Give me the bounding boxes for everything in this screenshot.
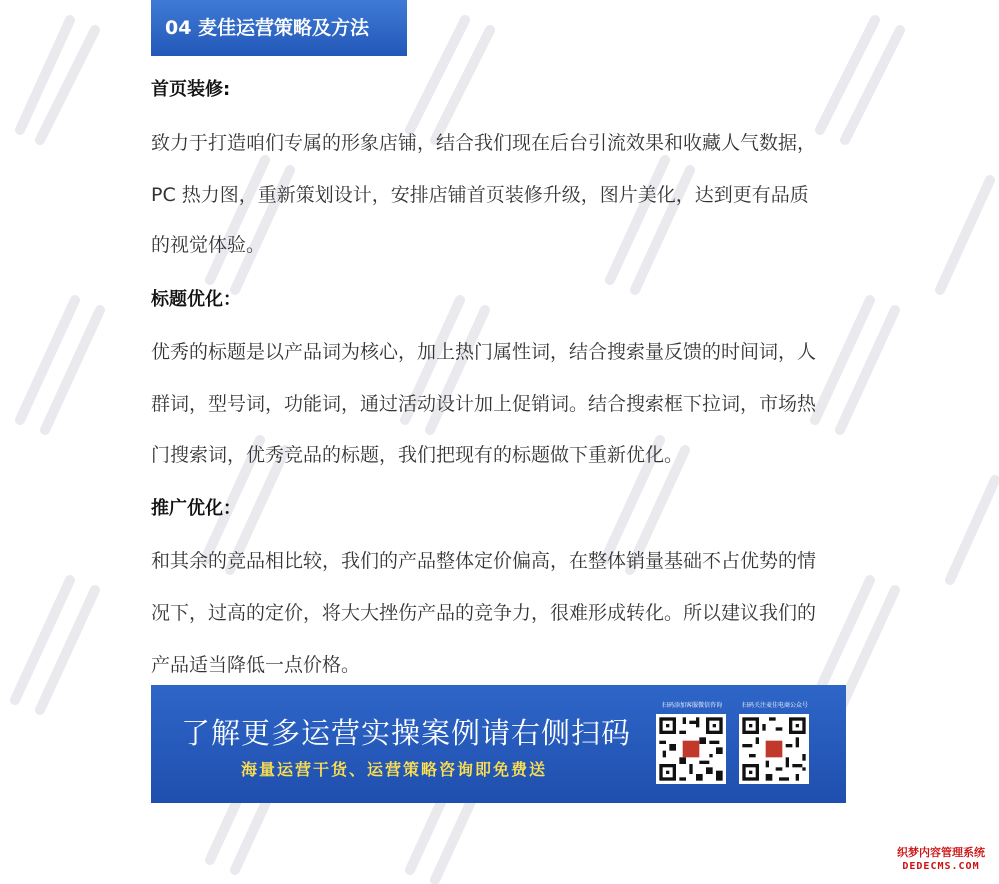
paragraph-line: 群词，型号词，功能词，通过活动设计加上促销词。结合搜索框下拉词，市场热 — [151, 393, 817, 415]
banner-sub-text: 海量运营干货、运营策略咨询即免费送 — [241, 760, 548, 779]
paragraph-line: PC 热力图，重新策划设计，安排店铺首页装修升级，图片美化，达到更有品质 — [151, 184, 809, 206]
paragraph-line: 门搜索词，优秀竞品的标题，我们把现有的标题做下重新优化。 — [151, 444, 684, 466]
footer-logo-domain: DEDECMS.COM — [902, 861, 980, 872]
qr-official-account[interactable] — [739, 701, 811, 788]
paragraph-line: 优秀的标题是以产品词为核心，加上热门属性词，结合搜索量反馈的时间词，人 — [151, 341, 817, 363]
banner-main-text: 了解更多运营实操案例请右侧扫码 — [181, 716, 632, 750]
qr-code-icon[interactable] — [739, 714, 809, 784]
qr-code-icon[interactable] — [656, 714, 726, 784]
paragraph-line: 致力于打造咱们专属的形象店铺，结合我们现在后台引流效果和收藏人气数据， — [151, 132, 817, 154]
qr-caption: 扫码关注麦佳电商公众号 — [741, 702, 808, 709]
paragraph-line: 况下，过高的定价，将大大挫伤产品的竞争力，很难形成转化。所以建议我们的 — [151, 602, 817, 624]
footer-logo[interactable] — [886, 846, 996, 880]
qr-customer-service[interactable] — [656, 701, 728, 788]
heading-promotion-optimization: 推广优化： — [151, 498, 241, 519]
paragraph-line: 的视觉体验。 — [151, 234, 266, 256]
footer-logo-title: 织梦内容管理系统 — [897, 846, 985, 859]
heading-homepage-decoration: 首页装修: — [151, 79, 231, 100]
heading-title-optimization: 标题优化： — [151, 289, 241, 310]
section-title-tab: 04 麦佳运营策略及方法 — [151, 0, 407, 56]
qr-promo-banner[interactable] — [151, 685, 846, 803]
paragraph-line: 产品适当降低一点价格。 — [151, 654, 361, 676]
paragraph-line: 和其余的竞品相比较，我们的产品整体定价偏高，在整体销量基础不占优势的情 — [151, 550, 817, 572]
qr-caption: 扫码添加客服微信咨询 — [661, 702, 722, 709]
